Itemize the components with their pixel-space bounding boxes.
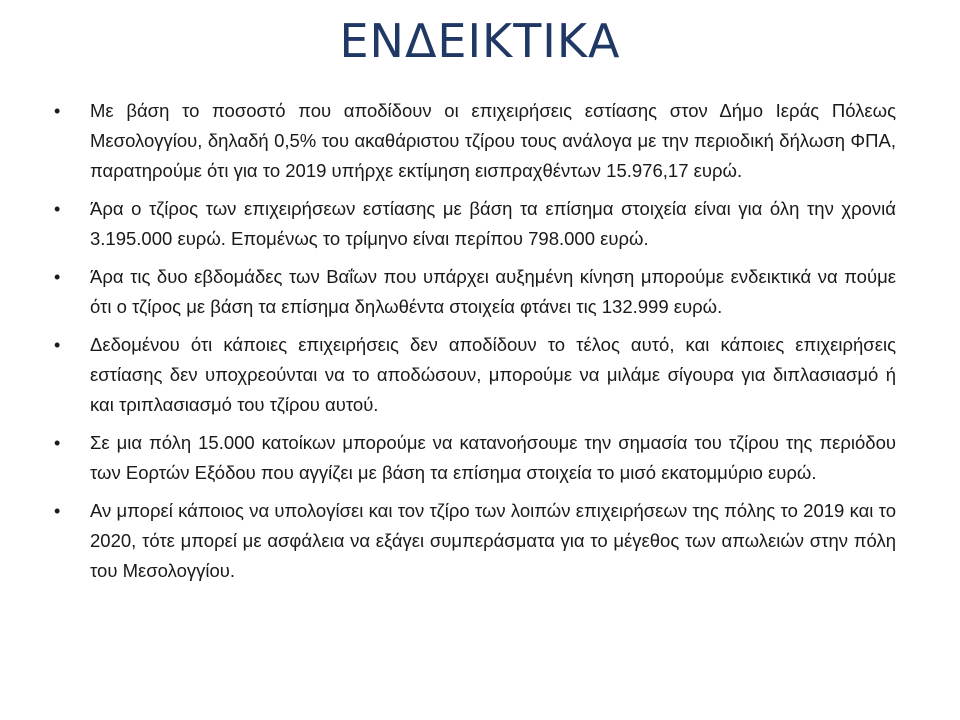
bullet-dot-icon: • bbox=[54, 267, 61, 287]
bullet-dot-icon: • bbox=[54, 433, 61, 453]
bullet-dot-icon: • bbox=[54, 199, 61, 219]
bullet-item bbox=[48, 96, 896, 186]
bullet-text: Δεδομένου ότι κάποιες επιχειρήσεις δεν αποδίδουν το τέλος αυτό, και κάποιες επιχειρήσεις εστίασης δεν υποχρεούνται να το αποδώσουν, μπορούμε να μιλάμε σίγουρα για διπλασιασμό ή και τριπλασιασμό του τζίρου αυτού. bbox=[90, 334, 896, 415]
bullet-text: Με βάση το ποσοστό που αποδίδουν οι επιχειρήσεις εστίασης στον Δήμο Ιεράς Πόλεως Μεσολογγίου, δηλαδή 0,5% του ακαθάριστου τζίρου τους ανάλογα με την περιοδική δήλωση ΦΠΑ, παρατηρούμε ότι για το 2019 υπήρχε εκτίμηση εισπραχθέντων 15.976,17 ευρώ. bbox=[90, 100, 896, 181]
bullet-dot-icon: • bbox=[54, 101, 61, 121]
bullet-item bbox=[48, 330, 896, 420]
bullet-text: Σε μια πόλη 15.000 κατοίκων μπορούμε να κατανοήσουμε την σημασία του τζίρου της περιόδου των Εορτών Εξόδου που αγγίζει με βάση τα επίσημα στοιχεία το μισό εκατομμύριο ευρώ. bbox=[90, 432, 896, 483]
bullet-list bbox=[48, 96, 896, 594]
bullet-text: Αν μπορεί κάποιος να υπολογίσει και τον τζίρο των λοιπών επιχειρήσεων της πόλης το 2019 και το 2020, τότε μπορεί με ασφάλεια να εξάγει συμπεράσματα για το μέγεθος των απωλειών στην πόλη του Μεσολογγίου. bbox=[90, 500, 896, 581]
bullet-item bbox=[48, 194, 896, 254]
bullet-item bbox=[48, 428, 896, 488]
slide-title: ΕΝΔΕΙΚΤΙΚΑ bbox=[339, 14, 621, 68]
bullet-dot-icon: • bbox=[54, 501, 61, 521]
bullet-item bbox=[48, 262, 896, 322]
bullet-item bbox=[48, 496, 896, 586]
bullet-text: Άρα τις δυο εβδομάδες των Βαΐων που υπάρχει αυξημένη κίνηση μπορούμε ενδεικτικά να πούμε ότι ο τζίρος με βάση τα επίσημα δηλωθέντα στοιχεία φτάνει τις 132.999 ευρώ. bbox=[90, 266, 896, 317]
bullet-text: Άρα ο τζίρος των επιχειρήσεων εστίασης με βάση τα επίσημα στοιχεία είναι για όλη την χρονιά 3.195.000 ευρώ. Επομένως το τρίμηνο είναι περίπου 798.000 ευρώ. bbox=[90, 198, 896, 249]
bullet-dot-icon: • bbox=[54, 335, 61, 355]
